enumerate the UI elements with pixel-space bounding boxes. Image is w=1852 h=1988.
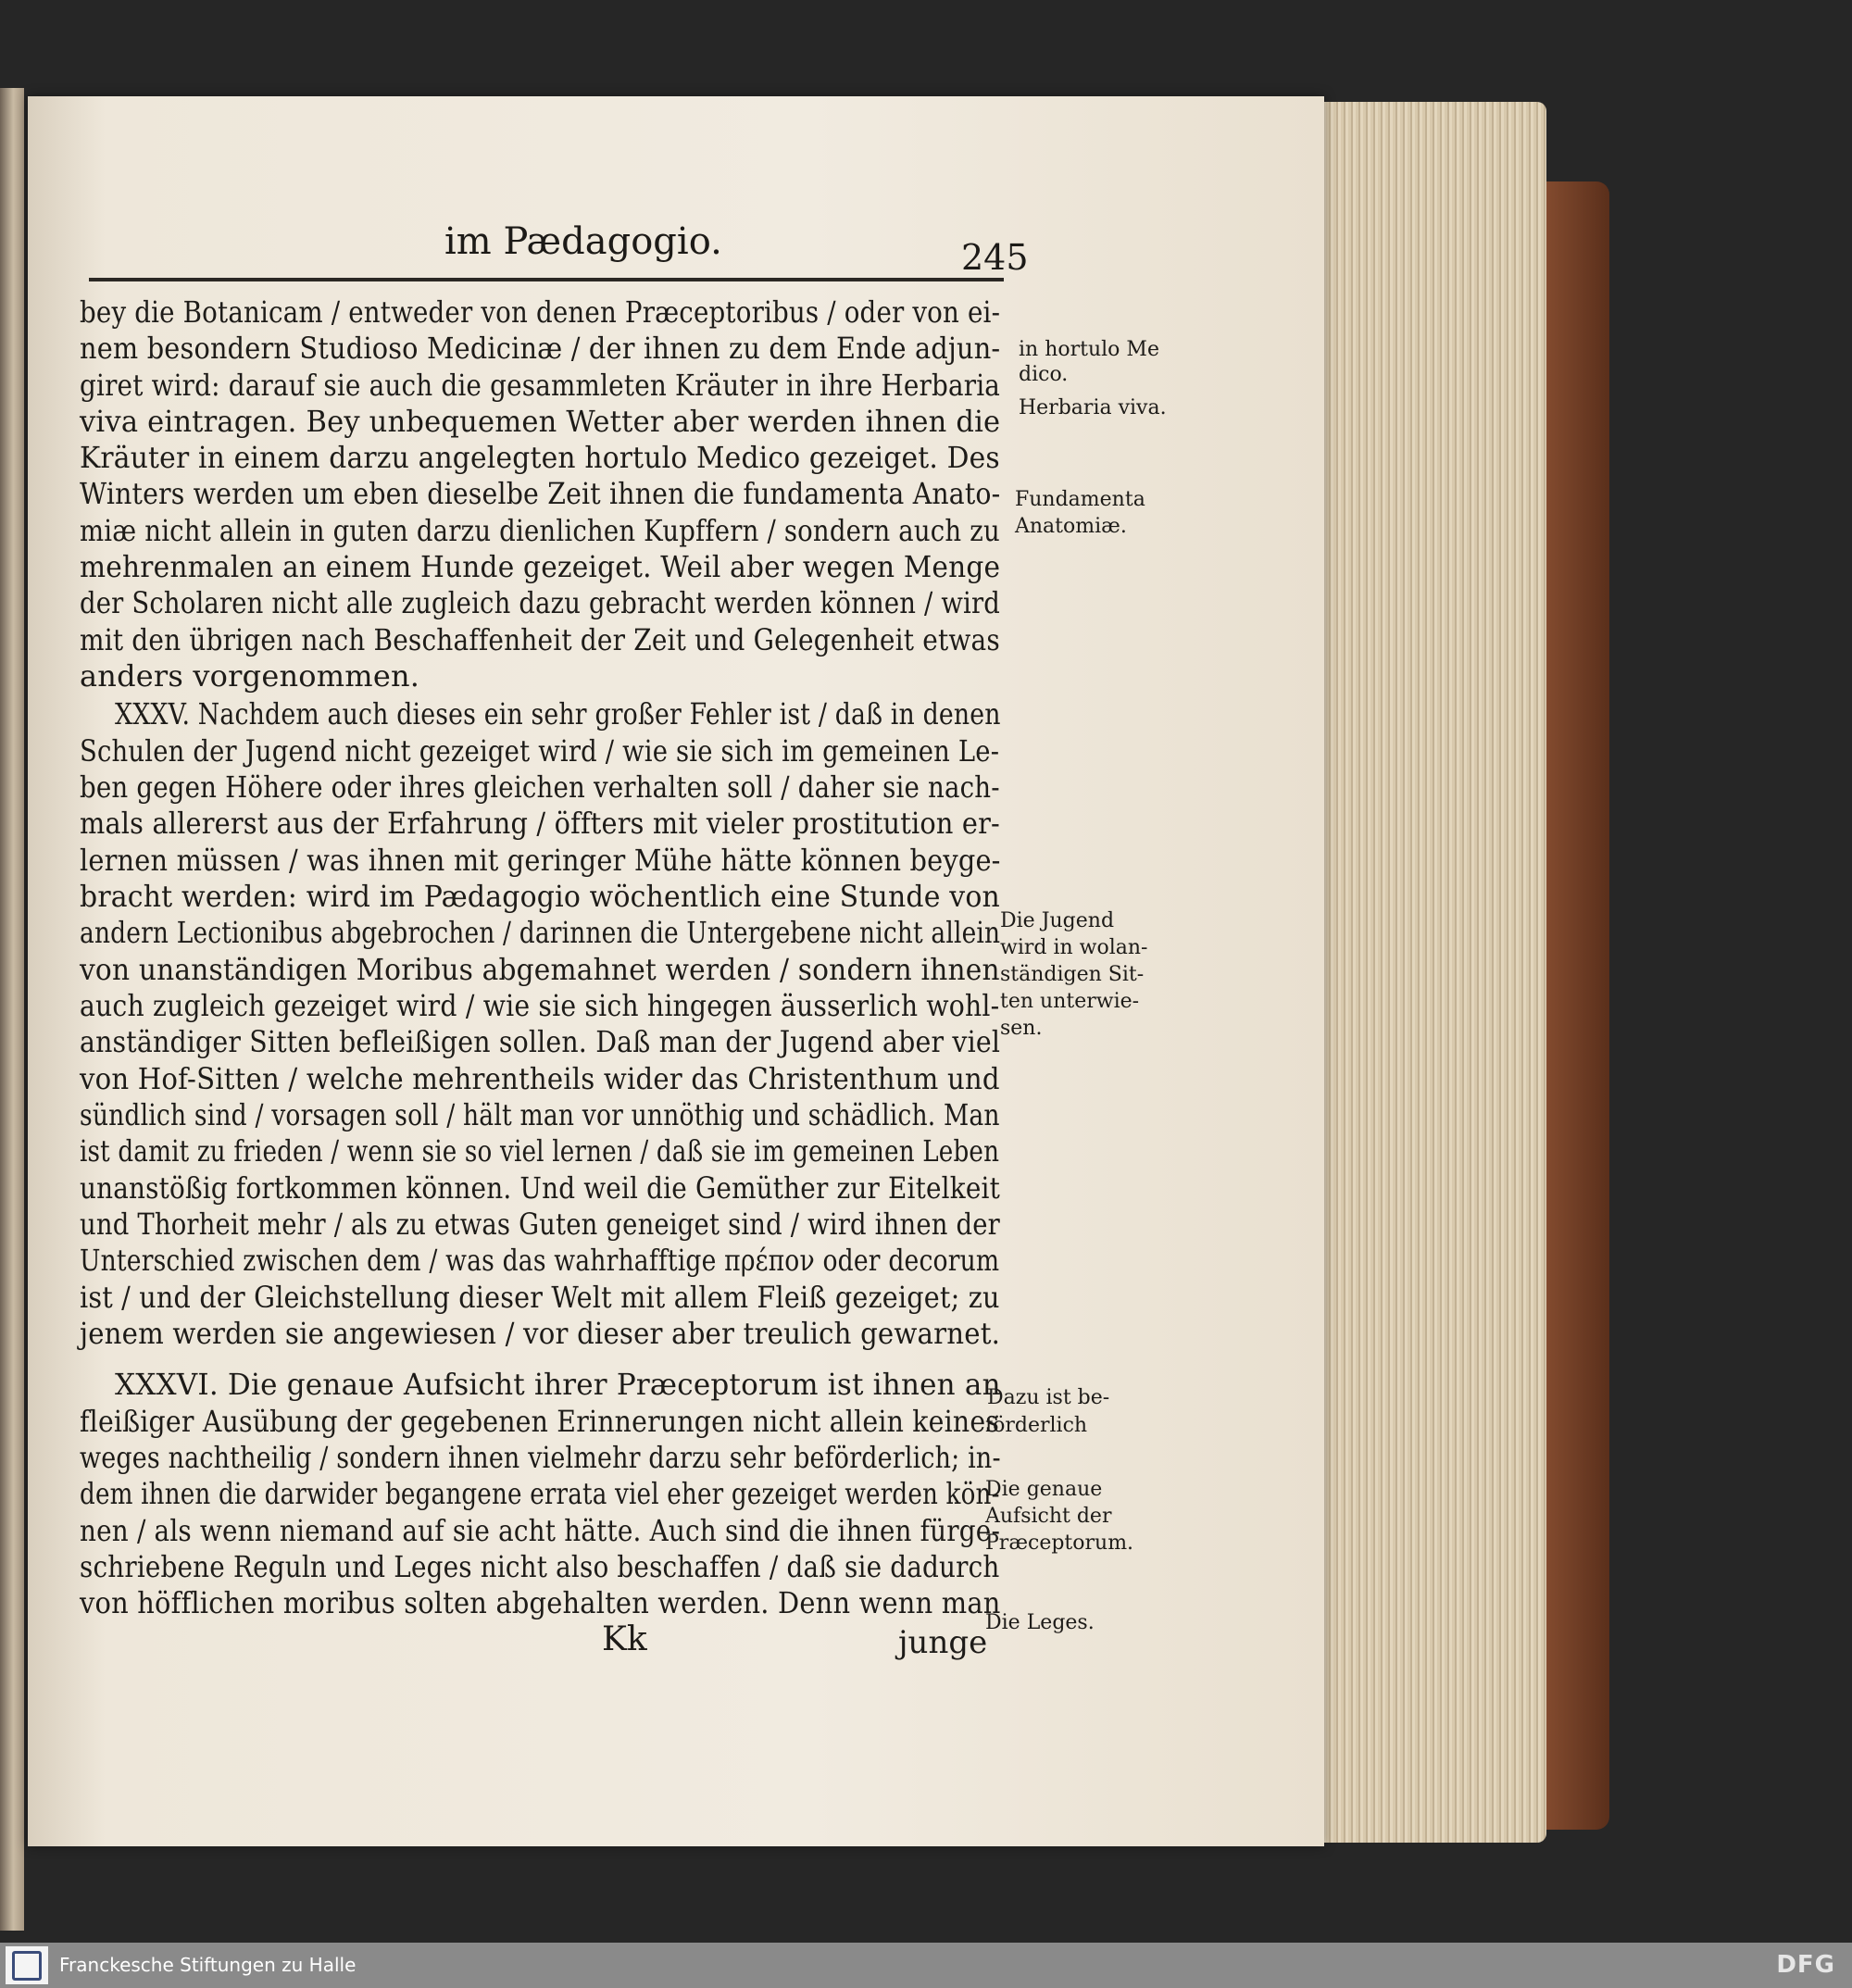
body-line: mit den übrigen nach Beschaffenheit der Zeit und Gelegenheit etwas xyxy=(80,622,1000,657)
page-edges xyxy=(1296,102,1546,1843)
body-line: ben gegen Höhere oder ihres gleichen verhalten soll / daher sie nach- xyxy=(80,769,1000,805)
margin-note: sen. xyxy=(1000,1017,1043,1040)
body-line: viva eintragen. Bey unbequemen Wetter aber werden ihnen die xyxy=(80,404,1001,439)
body-line: bey die Botanicam / entweder von denen Præceptoribus / oder von ei- xyxy=(80,294,1001,330)
dfg-logo[interactable]: DFG xyxy=(1776,1951,1835,1979)
margin-note: Die Leges. xyxy=(985,1611,1095,1634)
margin-note: ständigen Sit- xyxy=(1000,963,1145,986)
body-line: auch zugleich gezeiget wird / wie sie sich hingegen äusserlich wohl- xyxy=(80,988,1000,1023)
body-line: miæ nicht allein in guten darzu dienlichen Kupffern / sondern auch zu xyxy=(80,513,1000,548)
margin-note: Præceptorum. xyxy=(985,1532,1134,1555)
body-line: unanstößig fortkommen können. Und weil die Gemüther zur Eitelkeit xyxy=(80,1170,1000,1206)
institution-name[interactable]: Franckesche Stiftungen zu Halle xyxy=(59,1954,357,1976)
margin-note: dico. xyxy=(1019,363,1069,386)
catchword: junge xyxy=(898,1624,988,1661)
body-line: Kräuter in einem darzu angelegten hortulo Medico gezeiget. Des xyxy=(80,440,1000,475)
signature-mark: Kk xyxy=(602,1620,647,1658)
body-line: Winters werden um eben dieselbe Zeit ihnen die fundamenta Anato- xyxy=(80,476,1001,511)
margin-note: Fundamenta xyxy=(1015,488,1145,511)
margin-note: Dazu ist be- xyxy=(987,1386,1110,1409)
margin-note: Anatomiæ. xyxy=(1015,515,1127,538)
body-line: nem besondern Studioso Medicinæ / der ihnen zu dem Ende adjun- xyxy=(80,331,1001,366)
body-line: von höfflichen moribus solten abgehalten werden. Denn wenn man xyxy=(80,1585,1001,1620)
body-line: ist damit zu frieden / wenn sie so viel lernen / daß sie im gemeinen Leben xyxy=(80,1133,1000,1169)
body-line: andern Lectionibus abgebrochen / darinnen die Untergebene nicht allein xyxy=(80,915,1001,950)
body-line: von unanständigen Moribus abgemahnet werden / sondern ihnen xyxy=(80,952,1000,987)
body-line: nen / als wenn niemand auf sie acht hätte. Auch sind die ihnen fürge- xyxy=(80,1513,1001,1548)
margin-note: Herbaria viva. xyxy=(1019,396,1167,419)
margin-note: förderlich xyxy=(985,1414,1088,1437)
body-line: sündlich sind / vorsagen soll / hält man vor unnöthig und schädlich. Man xyxy=(80,1097,1000,1132)
body-line: weges nachtheilig / sondern ihnen vielmehr darzu sehr beförderlich; in- xyxy=(80,1440,1001,1475)
margin-note: Die genaue xyxy=(985,1478,1103,1501)
margin-note: ten unterwie- xyxy=(1000,990,1140,1013)
running-title: im Pædagogio. xyxy=(444,220,722,263)
body-line: mehrenmalen an einem Hunde gezeiget. Weil aber wegen Menge xyxy=(80,549,1001,584)
body-line: Schulen der Jugend nicht gezeiget wird / wie sie sich im gemeinen Le- xyxy=(80,733,1000,769)
body-line: bracht werden: wird im Pædagogio wöchentlich eine Stunde von xyxy=(80,879,1000,914)
body-line: lernen müssen / was ihnen mit geringer Mühe hätte können beyge- xyxy=(80,843,1001,878)
body-line: der Scholaren nicht alle zugleich dazu gebracht werden können / wird xyxy=(80,585,1000,620)
viewer-footer xyxy=(0,1943,1852,1988)
body-line: giret wird: darauf sie auch die gesammleten Kräuter in ihre Herbaria xyxy=(80,368,1001,403)
margin-note: wird in wolan- xyxy=(1000,936,1148,959)
body-line: schriebene Reguln und Leges nicht also beschaffen / daß sie dadurch xyxy=(80,1549,1000,1584)
body-line: von Hof-Sitten / welche mehrentheils wider das Christenthum und xyxy=(80,1061,1000,1096)
body-line: und Thorheit mehr / als zu etwas Guten geneiget sind / wird ihnen der xyxy=(80,1207,1000,1242)
margin-note: Aufsicht der xyxy=(985,1505,1112,1528)
body-line: XXXVI. Die genaue Aufsicht ihrer Præceptorum ist ihnen an xyxy=(115,1367,1001,1402)
body-line: XXXV. Nachdem auch dieses ein sehr großer Fehler ist / daß in denen xyxy=(115,696,1001,731)
left-page-edge xyxy=(0,88,24,1931)
margin-note: in hortulo Me xyxy=(1019,338,1159,361)
body-line: jenem werden sie angewiesen / vor dieser aber treulich gewarnet. xyxy=(80,1316,1001,1351)
margin-note: Die Jugend xyxy=(1000,909,1115,932)
body-line: fleißiger Ausübung der gegebenen Erinnerungen nicht allein keines xyxy=(80,1404,1000,1439)
header-rule xyxy=(89,278,1004,281)
body-line: mals allererst aus der Erfahrung / öffters mit vieler prostitution er- xyxy=(80,806,1000,841)
body-line: anders vorgenommen. xyxy=(80,658,420,694)
body-line: dem ihnen die darwider begangene errata viel eher gezeiget werden kön- xyxy=(80,1476,1000,1511)
body-line: ist / und der Gleichstellung dieser Welt mit allem Fleiß gezeiget; zu xyxy=(80,1280,1000,1315)
body-line: Unterschied zwischen dem / was das wahrhafftige πρέπον oder decorum xyxy=(80,1243,1000,1278)
page-number: 245 xyxy=(961,237,1029,278)
body-line: anständiger Sitten befleißigen sollen. Daß man der Jugend aber viel xyxy=(80,1024,1001,1059)
institution-logo-icon[interactable] xyxy=(6,1946,48,1984)
